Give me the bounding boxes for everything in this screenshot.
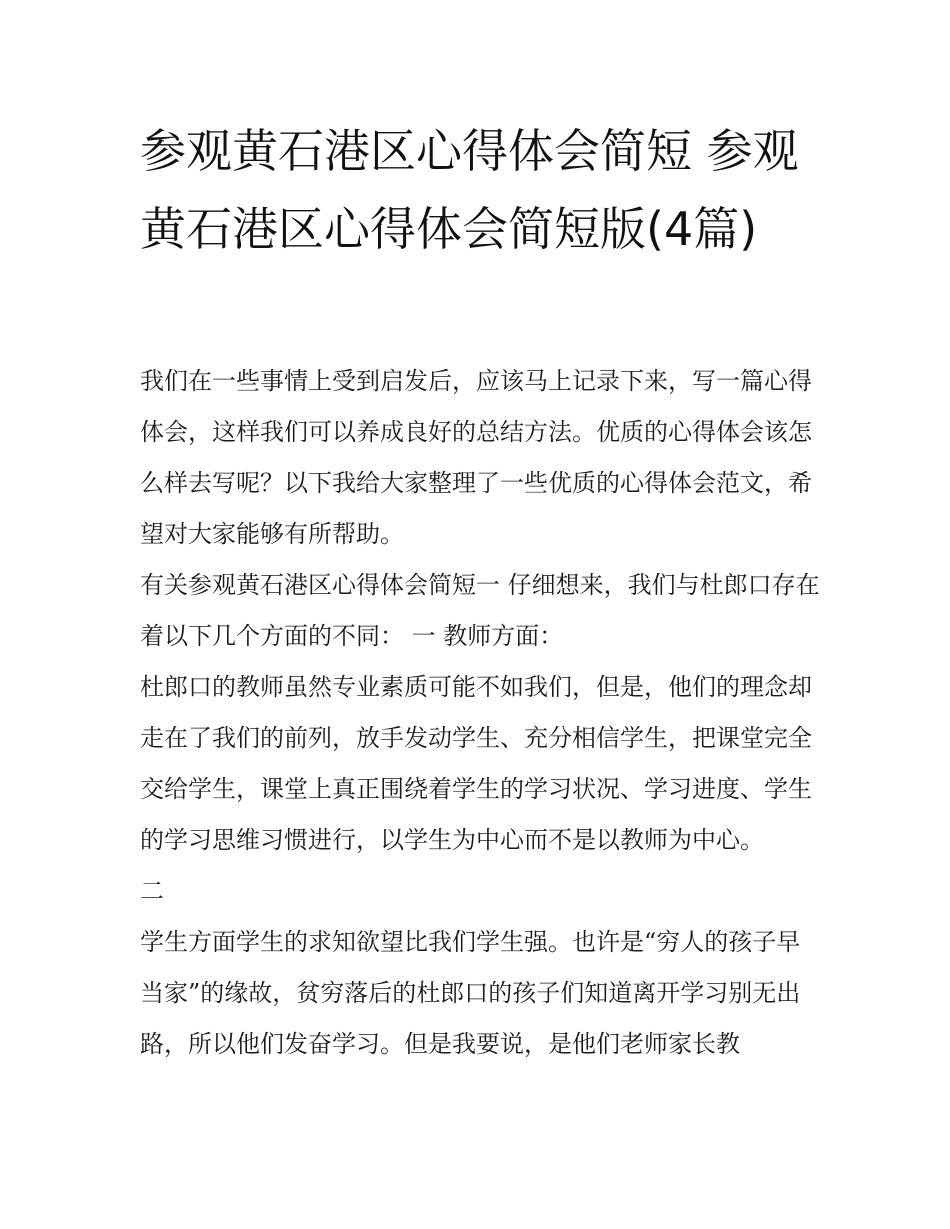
paragraph-section-one: 有关参观黄石港区心得体会简短一 仔细想来，我们与杜郎口存在着以下几个方面的不同： 一 教师方面： (140, 571, 820, 650)
paragraph-student-aspect: 学生方面学生的求知欲望比我们学生强。也许是“穷人的孩子早当家”的缘故，贫穷落后的杜郎口的孩子们知道离开学习别无出路，所以他们发奋学习。但是我要说，是他们老师家长教 (140, 928, 801, 1058)
document-title: 参观黄石港区心得体会简短 参观黄石港区心得体会简短版(4篇) (140, 124, 799, 256)
paragraph-intro: 我们在一些事情上受到启发后，应该马上记录下来，写一篇心得体会，这样我们可以养成良好的总结方法。优质的心得体会该怎么样去写呢？以下我给大家整理了一些优质的心得体会范文，希望对大家能够有所帮助。 (140, 367, 812, 548)
document-body (140, 356, 820, 1070)
paragraph-section-two-heading: 二 (140, 877, 164, 905)
paragraph-teacher-aspect: 杜郎口的教师虽然专业素质可能不如我们，但是，他们的理念却走在了我们的前列，放手发动学生、充分相信学生，把课堂完全交给学生，课堂上真正围绕着学生的学习状况、学习进度、学生的学习思维习惯进行，以学生为中心而不是以教师为中心。 (140, 673, 812, 854)
